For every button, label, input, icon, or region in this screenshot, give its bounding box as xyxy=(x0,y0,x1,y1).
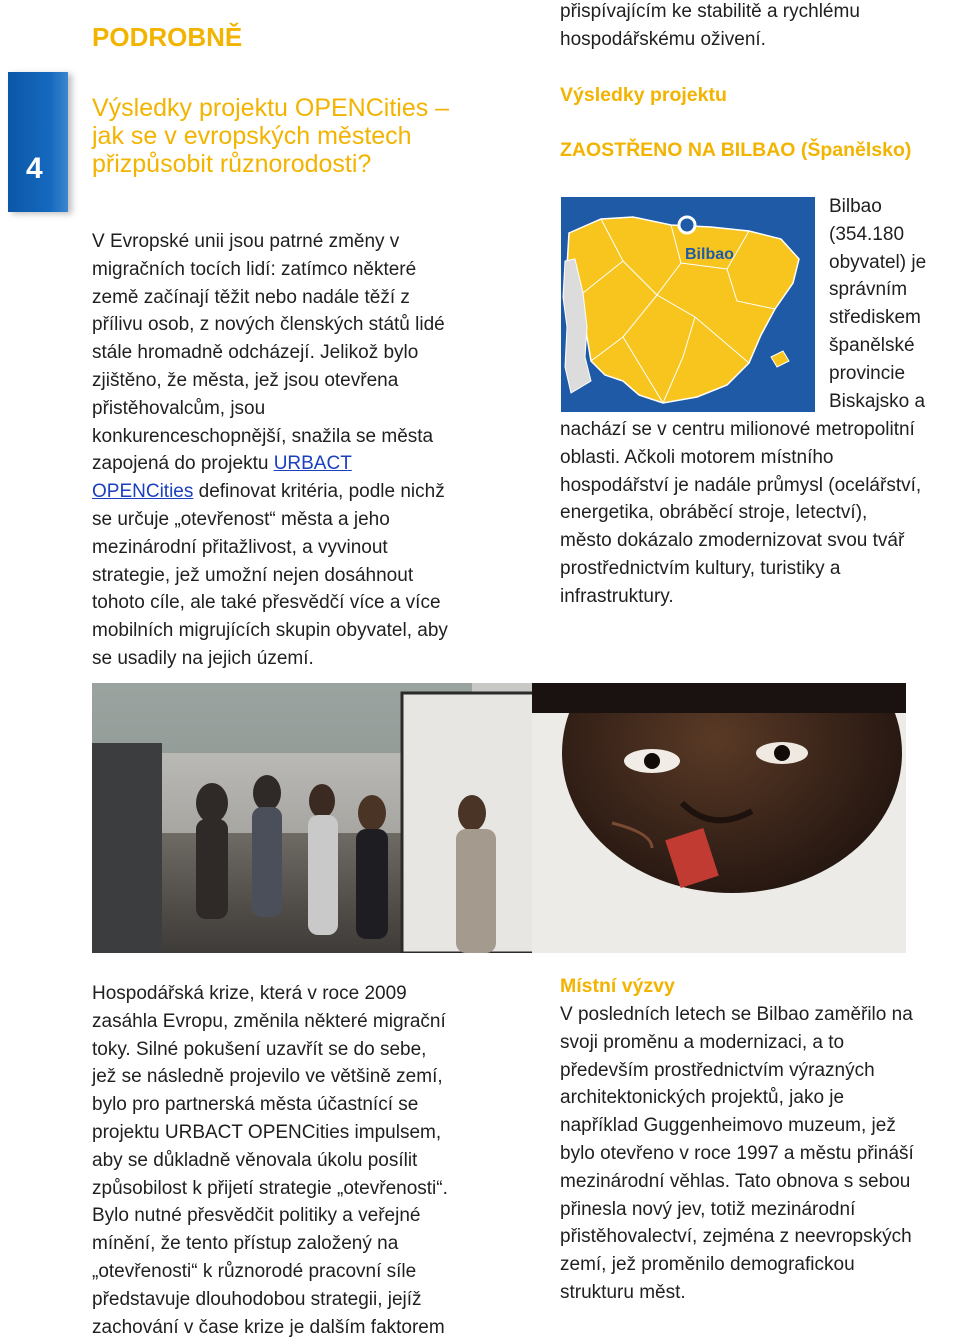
text-line: nachází se v centru milionové metropolitní xyxy=(560,419,915,440)
text-line: Biskajsko a xyxy=(829,390,926,412)
text-line: především prostřednictvím výrazných xyxy=(560,1059,875,1081)
text-line: španělské xyxy=(829,334,915,356)
text-line: infrastruktury. xyxy=(560,585,674,607)
text-line: tohoto cíle, ale také přesvědčí více a více xyxy=(92,592,441,614)
text-line: strukturu měst. xyxy=(560,1281,686,1303)
text-line: země začínají těžit nebo nadále těží z xyxy=(92,286,410,308)
text-line: bylo otevřeno v roce 1997 a městu přináší xyxy=(560,1142,914,1164)
text-line: zemí, jež proměnilo demografickou xyxy=(560,1254,855,1276)
title-line: přizpůsobit různorodosti? xyxy=(92,150,372,178)
opencities-link[interactable]: OPENCities xyxy=(92,481,194,503)
text-line: aby se důkladně věnovala úkolu posílit xyxy=(92,1149,418,1171)
focus-heading: ZAOSTŘENO NA BILBAO (Španělsko) xyxy=(560,139,912,161)
text-line: Bilbao xyxy=(829,196,882,217)
bilbao-marker xyxy=(679,217,695,233)
text-line: obyvatel) je xyxy=(829,251,927,273)
text-line: svoji proměnu a modernizaci, a to xyxy=(560,1031,845,1053)
urbact-link[interactable]: URBACT xyxy=(273,453,352,475)
street-photo xyxy=(92,683,906,953)
text-line: přistěhovalectví, zejména z neevropských xyxy=(560,1226,912,1248)
local-challenges-heading: Místní výzvy xyxy=(560,975,675,997)
text-line: mezinárodní přitažlivost, a vyvinout xyxy=(92,536,388,558)
local-challenges-paragraph xyxy=(560,1001,960,1307)
text-line: představuje dlouhodobou strategii, jejíž xyxy=(92,1288,422,1310)
text-line: V posledních letech se Bilbao zaměřilo na xyxy=(560,1004,913,1025)
title-line: jak se v evropských městech xyxy=(92,122,412,150)
text-line xyxy=(92,450,492,478)
text-line: přílivu osob, z nových členských států lidé xyxy=(92,314,445,336)
continued-paragraph xyxy=(560,0,960,54)
text-line: mínění, že tento přístup založený na xyxy=(92,1233,399,1255)
text-line: provincie xyxy=(829,362,906,384)
text-line: se určuje „otevřenost“ města a jeho xyxy=(92,508,390,530)
text-line: město dokázalo zmodernizovat svou tvář xyxy=(560,530,905,552)
text-line: energetika, obráběcí stroje, letectví), xyxy=(560,502,868,524)
text-line: způsobilost k přijetí strategie „otevřenosti“. xyxy=(92,1177,448,1199)
article-title xyxy=(92,94,492,178)
text-line: hospodářství je nadále průmysl (ocelářství, xyxy=(560,474,922,496)
photo-graphic xyxy=(92,683,906,953)
chapter-number: 4 xyxy=(26,152,43,185)
section-label: PODROBNĚ xyxy=(92,22,243,52)
text-line: zachování v čase krize je dalším faktorem xyxy=(92,1316,445,1338)
text-line: konkurenceschopnější, snažila se města xyxy=(92,425,434,447)
text-line: Bylo nutné přesvědčit politiky a veřejné xyxy=(92,1205,421,1227)
text-line: správním xyxy=(829,279,908,301)
text-segment: zapojená do projektu xyxy=(92,453,274,475)
bilbao-paragraph xyxy=(560,416,960,611)
text-line: bylo pro partnerská města účastnící se xyxy=(92,1094,419,1116)
text-line: oblasti. Ačkoli motorem místního xyxy=(560,446,834,468)
text-line: přistěhovalcům, jsou xyxy=(92,397,266,419)
intro-paragraph xyxy=(92,228,492,673)
text-line: mezinárodní věhlas. Tato obnova s sebou xyxy=(560,1170,911,1192)
bilbao-map xyxy=(561,197,815,412)
text-line: přispívajícím ke stabilitě a rychlému xyxy=(560,1,860,22)
text-line: hospodářskému oživení. xyxy=(560,28,766,50)
crisis-paragraph xyxy=(92,980,492,1341)
text-line: „otevřenosti“ k různorodé pracovní síle xyxy=(92,1260,417,1282)
spain-map-graphic xyxy=(561,197,815,412)
text-line: Hospodářská krize, která v roce 2009 xyxy=(92,983,407,1004)
text-line: (354.180 xyxy=(829,223,905,245)
text-line: zjištěno, že města, jež jsou otevřena xyxy=(92,369,399,391)
text-line: například Guggenheimovo muzeum, jež xyxy=(560,1115,896,1137)
text-line: V Evropské unii jsou patrné změny v xyxy=(92,231,400,252)
map-label: Bilbao xyxy=(685,246,734,263)
text-line: architektonických projektů, jako je xyxy=(560,1087,845,1109)
text-line: migračních tocích lidí: zatímco některé xyxy=(92,258,417,280)
text-line: strategie, jež umožní nejen dosáhnout xyxy=(92,564,414,586)
map-caption xyxy=(829,193,959,415)
text-line: mobilních migrujících skupin obyvatel, aby xyxy=(92,620,448,642)
text-line xyxy=(92,478,492,506)
title-line: Výsledky projektu OPENCities – xyxy=(92,94,450,122)
text-line: přinesla nový jev, totiž mezinárodní xyxy=(560,1198,856,1220)
text-line: zasáhla Evropu, změnila některé migrační xyxy=(92,1010,446,1032)
text-line: stále hromadně odcházejí. Jelikož bylo xyxy=(92,342,419,364)
text-line: projektu URBACT OPENCities impulsem, xyxy=(92,1121,442,1143)
chapter-tab xyxy=(8,72,68,212)
text-line: se usadily na jejich území. xyxy=(92,647,314,669)
text-line: jež se následně projevilo ve většině zemí, xyxy=(92,1066,443,1088)
text-line: střediskem xyxy=(829,307,921,329)
text-line: prostřednictvím kultury, turistiky a xyxy=(560,557,841,579)
text-segment: definovat kritéria, podle nichž xyxy=(193,481,445,503)
results-heading: Výsledky projektu xyxy=(560,84,727,106)
text-line: toky. Silné pokušení uzavřít se do sebe, xyxy=(92,1038,427,1060)
